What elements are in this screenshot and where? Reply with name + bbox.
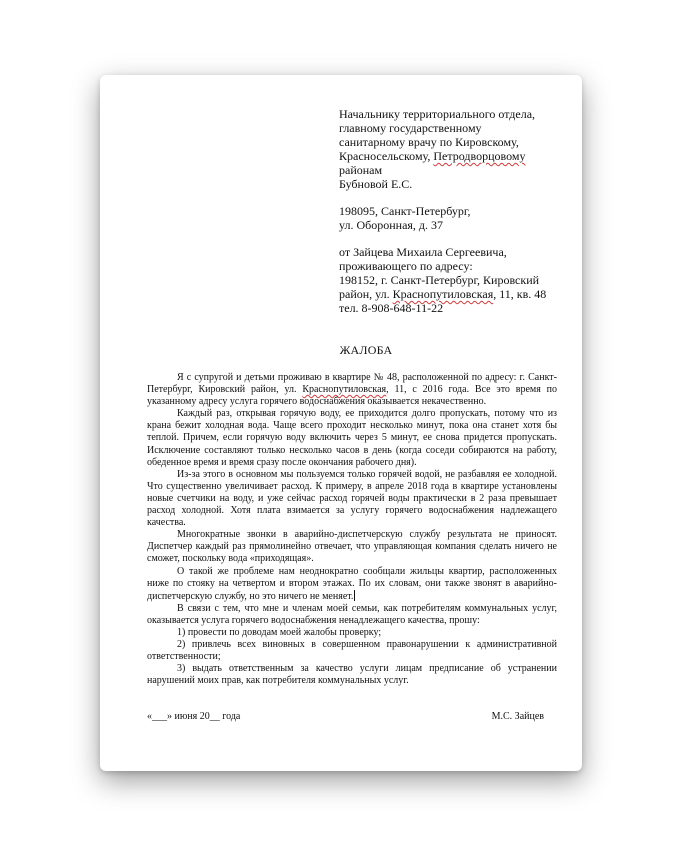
spellcheck-word: Петродворцовому xyxy=(433,149,526,163)
paragraph: Из-за этого в основном мы пользуемся только горячей водой, не разбавляя ее холодной. Что существенно увеличивает расход. К примеру, в апреле 2018 года в квартире установлены новые счетчики на воду, и уже сейчас расход горячей воды практически в 2 раза превышает расход холодной. Хотя плата взимается за услугу горячего водоснабжения надлежащего качества. xyxy=(147,468,557,529)
addressee-line: Начальнику территориального отдела, xyxy=(339,107,536,121)
paragraph-text: , 11, с 2016 года. Все это время по указанному адресу услуга горячего водоснабжения оказывается некачественно. xyxy=(147,384,558,408)
sender-line: проживающего по адресу: xyxy=(339,259,473,273)
paragraph: Многократные звонки в аварийно-диспетчерскую службу результата не приносят. Диспетчер каждый раз прямолинейно отвечает, что управляющая компания сделать ничего не сможет, поскольку вода «приходящая». xyxy=(147,529,557,565)
document-body[interactable] xyxy=(147,372,557,687)
addressee-address-line: 198095, Санкт-Петербург, xyxy=(339,204,471,218)
addressee-line: главному государственному xyxy=(339,121,482,135)
spellcheck-word: Краснопутиловская xyxy=(302,384,387,396)
addressee-block xyxy=(339,107,559,315)
addressee-line: районам xyxy=(339,163,383,177)
document-footer xyxy=(147,711,544,722)
document-title: ЖАЛОБА xyxy=(339,343,393,357)
request-item: 3) выдать ответственным за качество услуги лицам предписание об устранении нарушений моих прав, как потребителя коммунальных услуг. xyxy=(147,663,557,687)
request-item: 2) привлечь всех виновных в совершенном правонарушении к административной ответственности; xyxy=(147,639,557,663)
paragraph xyxy=(147,372,557,408)
signature: М.С. Зайцев xyxy=(491,711,544,722)
paragraph-text: О такой же проблеме нам неоднократно сообщали жильцы квартир, расположенных ниже по стояку на четвертом и втором этажах. По их словам, они также звонят в аварийно-диспетчерскую службу, но это ничего не меняет. xyxy=(147,565,557,602)
spellcheck-word: Краснопутиловская xyxy=(392,287,494,301)
sender-line-part: , 11, кв. 48 xyxy=(493,287,547,301)
document-page xyxy=(100,75,582,771)
request-item: 1) провести по доводам моей жалобы проверку; xyxy=(177,626,382,638)
paragraph xyxy=(147,566,557,603)
sender-phone: тел. 8-908-648-11-22 xyxy=(339,301,444,315)
paragraph-text: Я с супругой и детьми проживаю в квартире № 48, расположенной по адресу: г. Санкт-Петербург, Кировский район, ул. xyxy=(147,372,557,396)
paragraph: В связи с тем, что мне и членам моей семьи, как потребителям коммунальных услуг, оказывается услуга горячего водоснабжения ненадлежащего качества, прошу: xyxy=(147,602,557,626)
sender-line-part: район, ул. xyxy=(339,287,393,301)
text-cursor xyxy=(354,590,355,601)
sender-line xyxy=(339,287,559,301)
sender-line: от Зайцева Михаила Сергеевича, xyxy=(339,245,507,259)
sender-line: 198152, г. Санкт-Петербург, Кировский xyxy=(339,273,540,287)
addressee-line: Бубновой Е.С. xyxy=(339,177,413,191)
paragraph: Каждый раз, открывая горячую воду, ее приходится долго пропускать, потому что из крана бежит холодная вода. Чаще всего проходит несколько минут, пока она станет хотя бы теплой. Причем, если горячую воду включить через 5 минут, ее снова придется пропускать. Исключение составляют только несколько часов в день (когда соседи собираются на работу, обеденное время и время сразу после окончания рабочего дня). xyxy=(147,408,557,468)
date-field: «___» июня 20__ года xyxy=(147,711,241,722)
addressee-address-line: ул. Оборонная, д. 37 xyxy=(339,218,444,232)
addressee-line xyxy=(339,149,559,163)
addressee-line: санитарному врачу по Кировскому, xyxy=(339,135,519,149)
addressee-line-part: Красносельскому, xyxy=(339,149,434,163)
